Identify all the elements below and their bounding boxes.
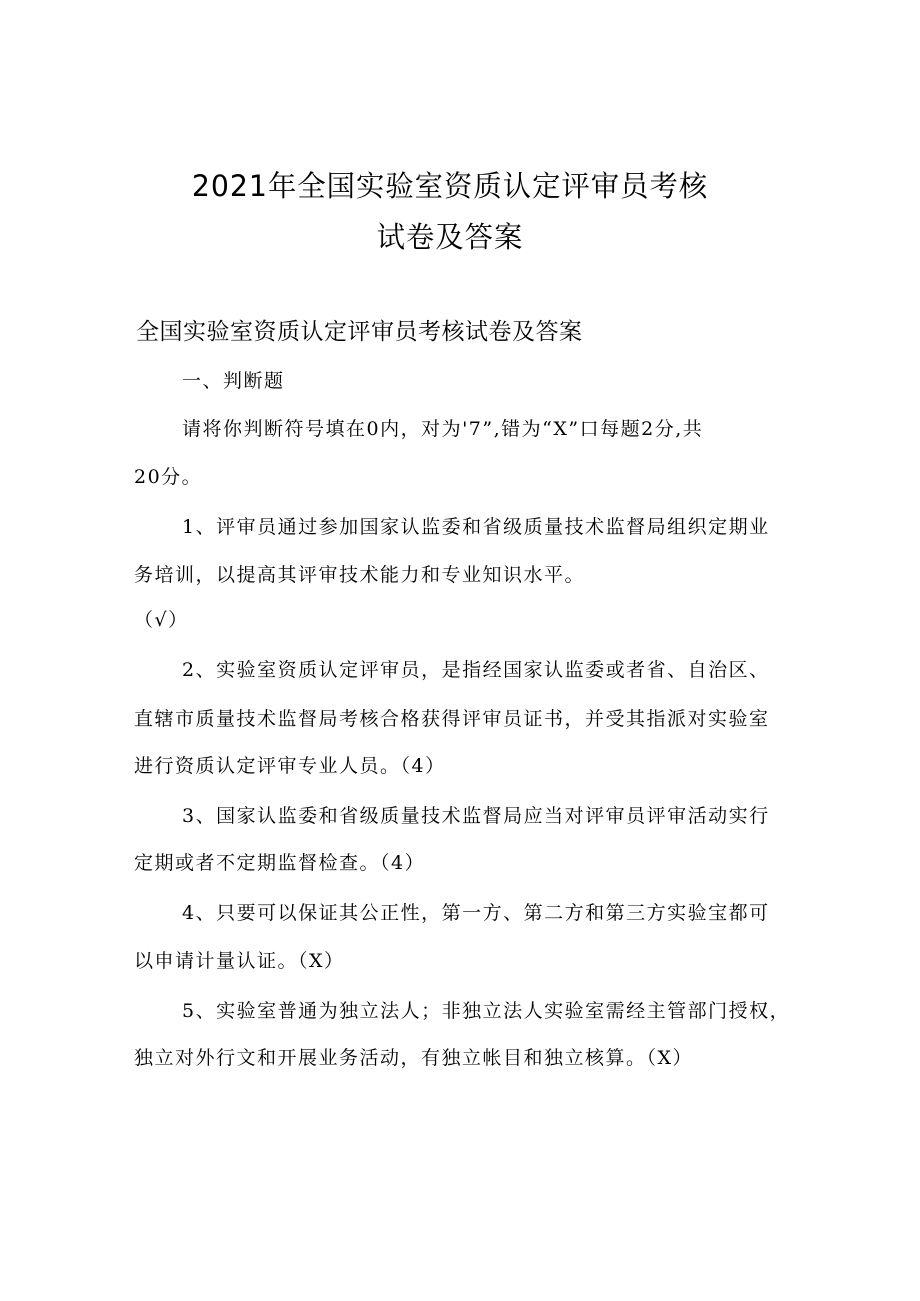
question-1-line-2: 务培训，以提高其评审技术能力和专业知识水平。 xyxy=(134,564,586,586)
question-2-line-3: 进行资质认定评审专业人员。（4） xyxy=(134,755,446,777)
question-2-line-1: 2、实验室资质认定评审员，是指经国家认监委或者省、自治区、 xyxy=(182,659,770,681)
instructions-line-1: 请将你判断符号填在0内，对为'7”,错为“X”口每题2分,共 xyxy=(182,418,704,440)
instructions-line-2: 20分。 xyxy=(134,466,203,488)
question-3-line-1: 3、国家认监委和省级质量技术监督局应当对评审员评审活动实行 xyxy=(182,805,770,827)
question-1-line-1: 1、评审员通过参加国家认监委和省级质量技术监督局组织定期业 xyxy=(182,516,770,538)
question-3-line-2: 定期或者不定期监督检查。（4） xyxy=(134,852,426,874)
document-title-line-2: 试卷及答案 xyxy=(376,220,524,254)
question-2-line-2: 直辖市质量技术监督局考核合格获得评审员证书，并受其指派对实验室 xyxy=(134,708,770,730)
section-heading: 全国实验室资质认定评审员考核试卷及答案 xyxy=(136,319,583,345)
question-1-answer: （√） xyxy=(134,609,189,631)
part-heading: 一、判断题 xyxy=(182,370,285,392)
question-5-line-2: 独立对外行文和开展业务活动，有独立帐目和独立核算。（X） xyxy=(134,1047,694,1069)
question-4-line-1: 4、只要可以保证其公正性，第一方、第二方和第三方实验宝都可 xyxy=(182,902,770,924)
question-4-line-2: 以申请计量认证。（X） xyxy=(134,950,345,972)
document-title-line-1: 2021年全国实验室资质认定评审员考核 xyxy=(191,169,709,203)
question-5-line-1: 5、实验室普通为独立法人；非独立法人实验室需经主管部门授权， xyxy=(182,1000,791,1022)
